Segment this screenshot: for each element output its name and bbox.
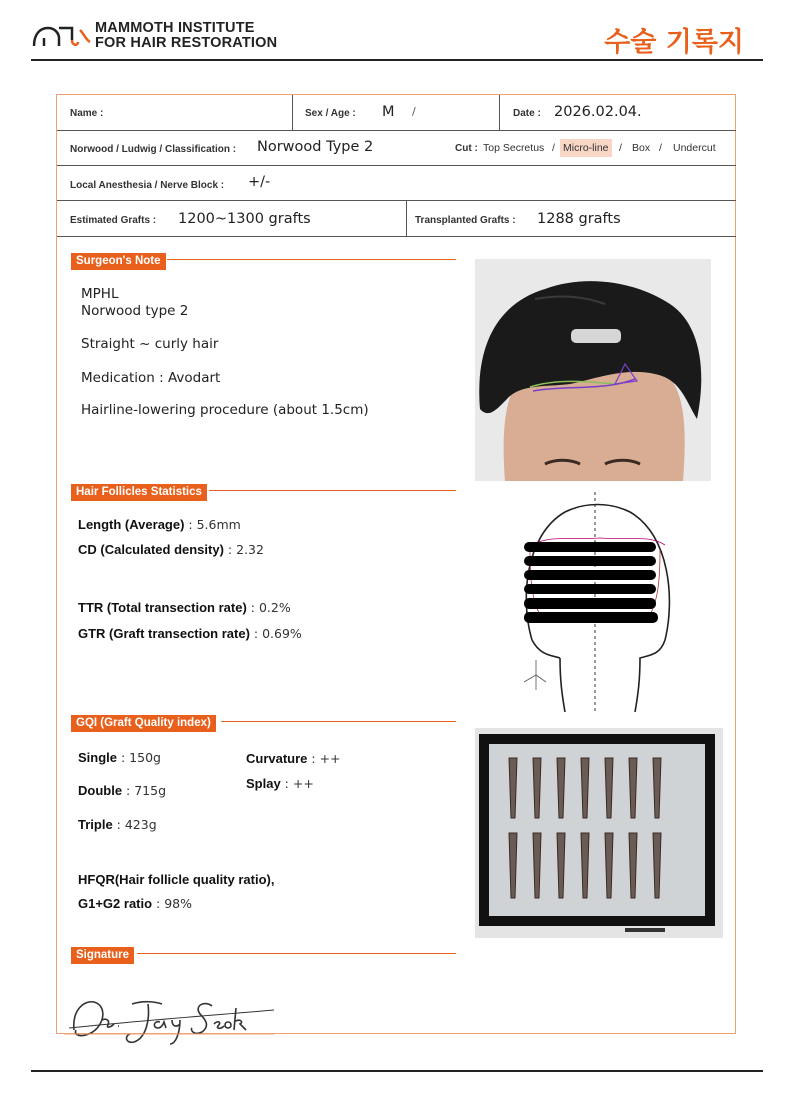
classification-value: Norwood Type 2: [257, 139, 374, 155]
cut-option-micro-line-selected: Micro-line: [560, 139, 612, 157]
cut-separator: /: [619, 142, 622, 154]
gqi-hfqr: [78, 872, 274, 887]
gqi-triple: [78, 817, 157, 832]
scalp-donor-diagram: [510, 490, 690, 712]
stat-gtr-label: GTR (Graft transection rate): [78, 626, 250, 641]
estimated-grafts-label: Estimated Grafts :: [70, 215, 157, 226]
gqi-g1g2-value: : 98%: [152, 896, 193, 911]
gqi-single-label: Single: [78, 750, 118, 765]
cut-separator: /: [659, 142, 662, 154]
anesthesia-label: Local Anesthesia / Nerve Block :: [70, 180, 225, 191]
anesthesia-value: +/-: [248, 174, 271, 190]
stat-gtr: [78, 626, 302, 641]
gqi-splay-label: Splay: [246, 776, 281, 791]
gqi-single-value: : 150g: [117, 750, 161, 765]
patient-hairline-photo: [475, 259, 711, 481]
institute-name: [95, 21, 277, 51]
section-surgeons-note: [71, 251, 166, 268]
transplanted-grafts-label: Transplanted Grafts :: [415, 215, 516, 226]
surgeons-note-title: Surgeon's Note: [71, 253, 166, 270]
age-separator: /: [412, 105, 416, 118]
gqi-curvature-label: Curvature: [246, 751, 308, 766]
stat-length-value: : 5.6mm: [184, 517, 241, 532]
signature-text: [70, 1052, 76, 1053]
mammoth-logo: [32, 20, 92, 50]
gqi-double-value: : 715g: [122, 783, 167, 798]
gqi-splay-value: : ++: [280, 776, 314, 791]
stat-cd: [78, 542, 264, 557]
date-value: 2026.02.04.: [554, 104, 642, 120]
sex-value: M: [382, 104, 395, 120]
stat-ttr: [78, 600, 291, 615]
stat-length: [78, 517, 241, 532]
hair-follicles-statistics-title: Hair Follicles Statistics: [71, 484, 207, 501]
stat-cd-value: : 2.32: [223, 542, 264, 557]
gqi-g1g2: [78, 896, 192, 911]
stat-length-label: Length (Average): [78, 517, 185, 532]
note-line: MPHL: [81, 286, 119, 302]
gqi-single: [78, 750, 161, 765]
document-title: 수술 기록지: [604, 27, 744, 58]
gqi-double-label: Double: [78, 783, 123, 798]
stat-ttr-value: : 0.2%: [246, 600, 291, 615]
info-row-classification: [57, 131, 736, 166]
footer-divider: [31, 1070, 763, 1072]
cut-option-top-secretus: Top Secretus: [483, 142, 545, 154]
divider: [406, 201, 407, 236]
graft-microscope-photo: [475, 728, 723, 938]
date-label: Date :: [513, 108, 541, 119]
cut-option-box: Box: [632, 142, 651, 154]
signature-title: Signature: [71, 947, 134, 964]
stat-ttr-label: TTR (Total transection rate): [78, 600, 247, 615]
note-line: Straight ~ curly hair: [81, 336, 219, 352]
gqi-curvature-value: : ++: [307, 751, 341, 766]
info-row-anesthesia: [57, 166, 736, 201]
institute-name-line1: MAMMOTH INSTITUTE: [95, 20, 255, 36]
section-gqi: [71, 713, 216, 730]
header-divider: [31, 59, 763, 61]
gqi-splay: [246, 776, 314, 791]
section-rule: [167, 259, 456, 260]
stat-cd-label: CD (Calculated density): [78, 542, 224, 557]
section-rule: [209, 490, 456, 491]
gqi-g1g2-label: G1+G2 ratio: [78, 896, 153, 911]
transplanted-grafts-value: 1288 grafts: [537, 211, 621, 227]
cut-separator: /: [552, 142, 555, 154]
note-line: Medication : Avodart: [81, 370, 221, 386]
name-label: Name :: [70, 108, 104, 119]
gqi-curvature: [246, 751, 341, 766]
info-row-grafts: [57, 201, 736, 237]
info-row-name: [57, 95, 736, 131]
gqi-hfqr-label: HFQR(Hair follicle quality ratio),: [78, 872, 275, 887]
institute-name-line2: FOR HAIR RESTORATION: [95, 35, 278, 51]
handwritten-signature: [64, 990, 279, 1050]
section-signature: [71, 945, 134, 962]
section-rule: [137, 953, 456, 954]
note-line: Hairline-lowering procedure (about 1.5cm): [81, 402, 369, 418]
stat-gtr-value: : 0.69%: [249, 626, 302, 641]
section-rule: [221, 721, 456, 722]
divider: [499, 95, 500, 130]
sex-age-label: Sex / Age :: [305, 108, 356, 119]
classification-label: Norwood / Ludwig / Classification :: [70, 144, 237, 155]
cut-label: Cut :: [455, 143, 478, 154]
gqi-triple-label: Triple: [78, 817, 113, 832]
gqi-double: [78, 783, 166, 798]
gqi-title: GQI (Graft Quality index): [71, 715, 216, 732]
section-hair-follicles-statistics: [71, 482, 207, 499]
note-line: Norwood type 2: [81, 303, 189, 319]
divider: [292, 95, 293, 130]
gqi-triple-value: : 423g: [112, 817, 157, 832]
cut-option-undercut: Undercut: [673, 142, 716, 154]
estimated-grafts-value: 1200~1300 grafts: [178, 211, 311, 227]
